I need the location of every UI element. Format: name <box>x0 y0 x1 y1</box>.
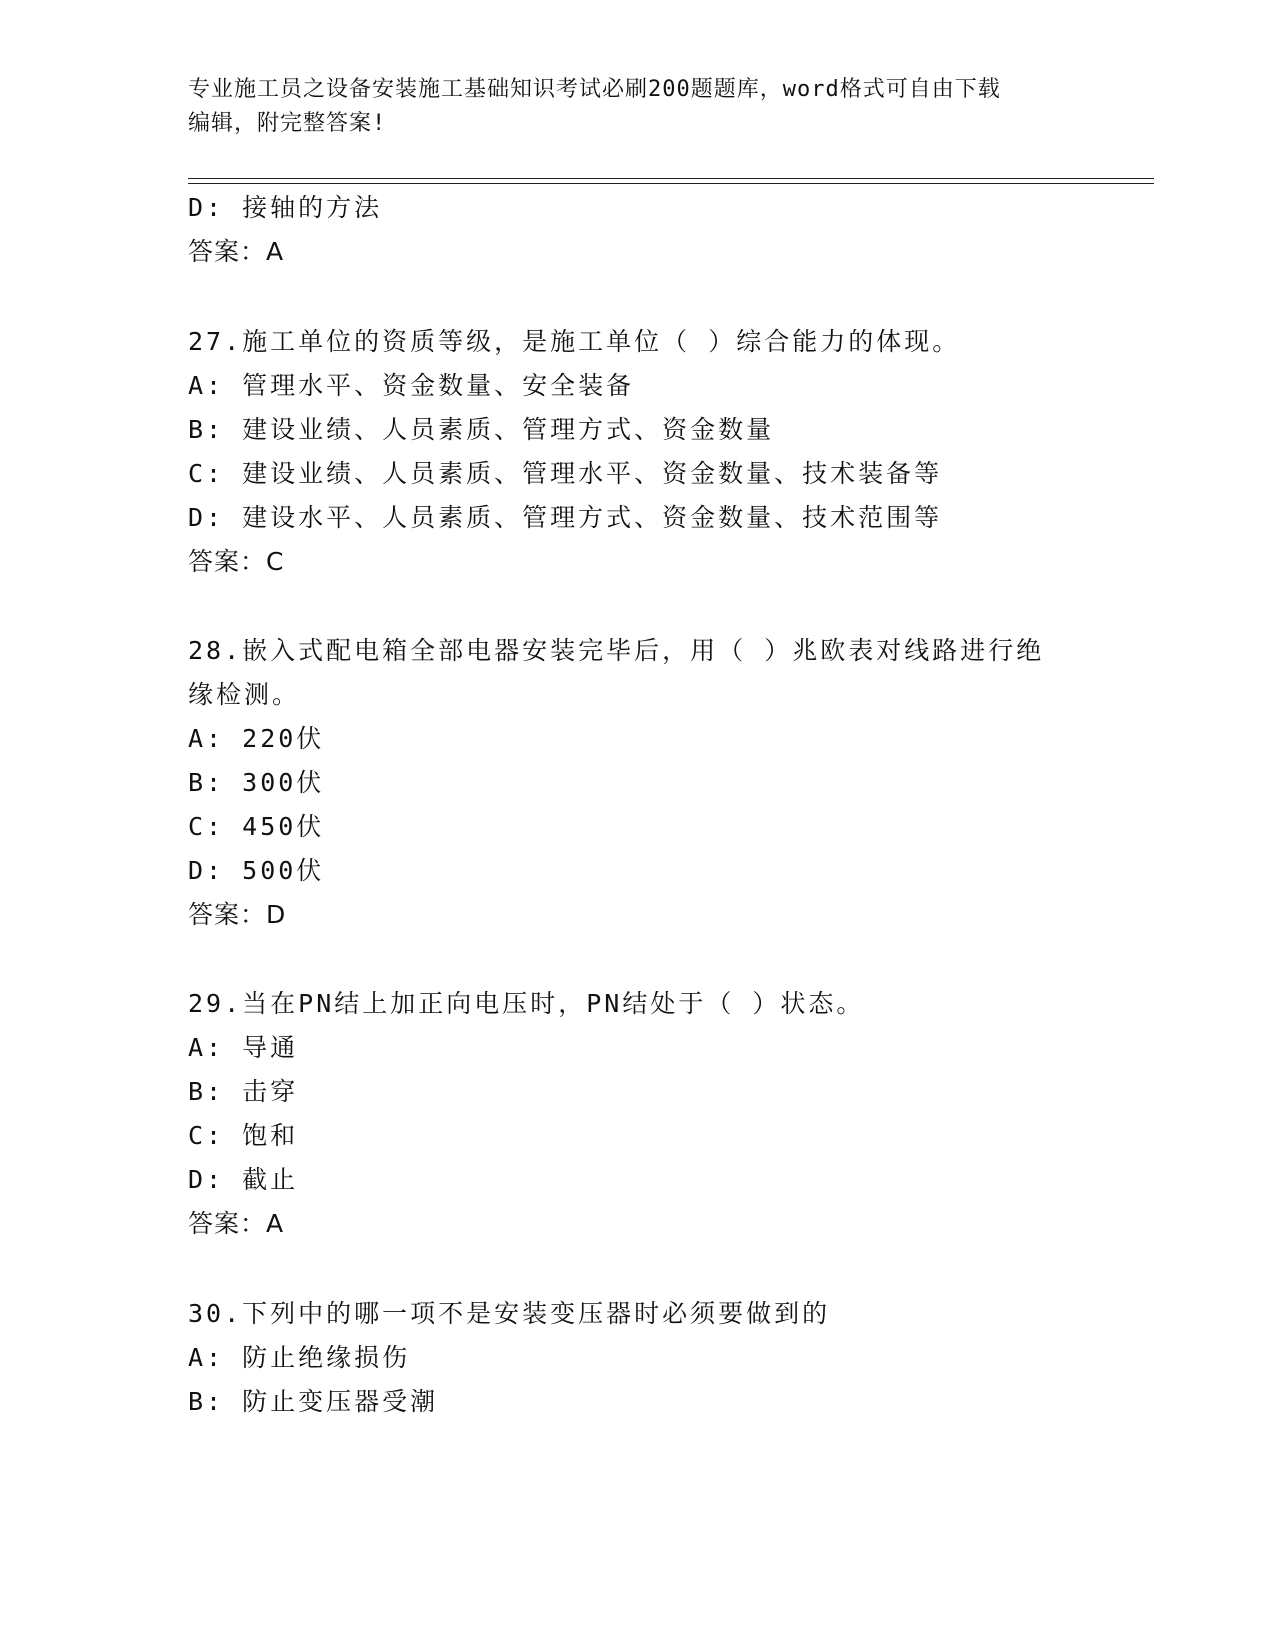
question-30-option-b: B: 防止变压器受潮 <box>188 1387 439 1416</box>
question-29-answer: 答案：A <box>188 1209 285 1238</box>
prev-question-answer: 答案：A <box>188 237 285 266</box>
question-28-stem-line-2: 缘检测。 <box>188 680 301 709</box>
question-30-option-a: A: 防止绝缘损伤 <box>188 1343 411 1372</box>
question-28-option-b: B: 300伏 <box>188 768 325 797</box>
question-27-answer: 答案：C <box>188 547 285 576</box>
question-29-option-c: C: 饱和 <box>188 1121 299 1150</box>
prev-question-option-d: D: 接轴的方法 <box>188 193 383 222</box>
header-title-line-1: 专业施工员之设备安装施工基础知识考试必刷200题题库，word格式可自由下载 <box>188 77 1001 102</box>
question-27-option-c: C: 建设业绩、人员素质、管理水平、资金数量、技术装备等 <box>188 459 943 488</box>
question-27-option-a: A: 管理水平、资金数量、安全装备 <box>188 371 635 400</box>
question-29-option-a: A: 导通 <box>188 1033 299 1062</box>
header-title-line-2: 编辑，附完整答案! <box>188 111 387 136</box>
question-28-option-c: C: 450伏 <box>188 812 325 841</box>
question-28-stem-line-1: 28.嵌入式配电箱全部电器安装完毕后，用（ ）兆欧表对线路进行绝 <box>188 636 1045 665</box>
question-27-option-b: B: 建设业绩、人员素质、管理方式、资金数量 <box>188 415 775 444</box>
document-header <box>188 73 1088 141</box>
header-divider-top <box>188 178 1154 179</box>
question-29-option-d: D: 截止 <box>188 1165 299 1194</box>
question-28-option-d: D: 500伏 <box>188 856 325 885</box>
question-27-stem: 27.施工单位的资质等级，是施工单位（ ）综合能力的体现。 <box>188 327 961 356</box>
question-27-option-d: D: 建设水平、人员素质、管理方式、资金数量、技术范围等 <box>188 503 943 532</box>
question-28-option-a: A: 220伏 <box>188 724 325 753</box>
header-divider-bottom <box>188 183 1154 184</box>
question-29-stem: 29.当在PN结上加正向电压时，PN结处于（ ）状态。 <box>188 989 865 1018</box>
question-28-answer: 答案：D <box>188 900 287 929</box>
question-29-option-b: B: 击穿 <box>188 1077 299 1106</box>
question-30-stem: 30.下列中的哪一项不是安装变压器时必须要做到的 <box>188 1299 831 1328</box>
